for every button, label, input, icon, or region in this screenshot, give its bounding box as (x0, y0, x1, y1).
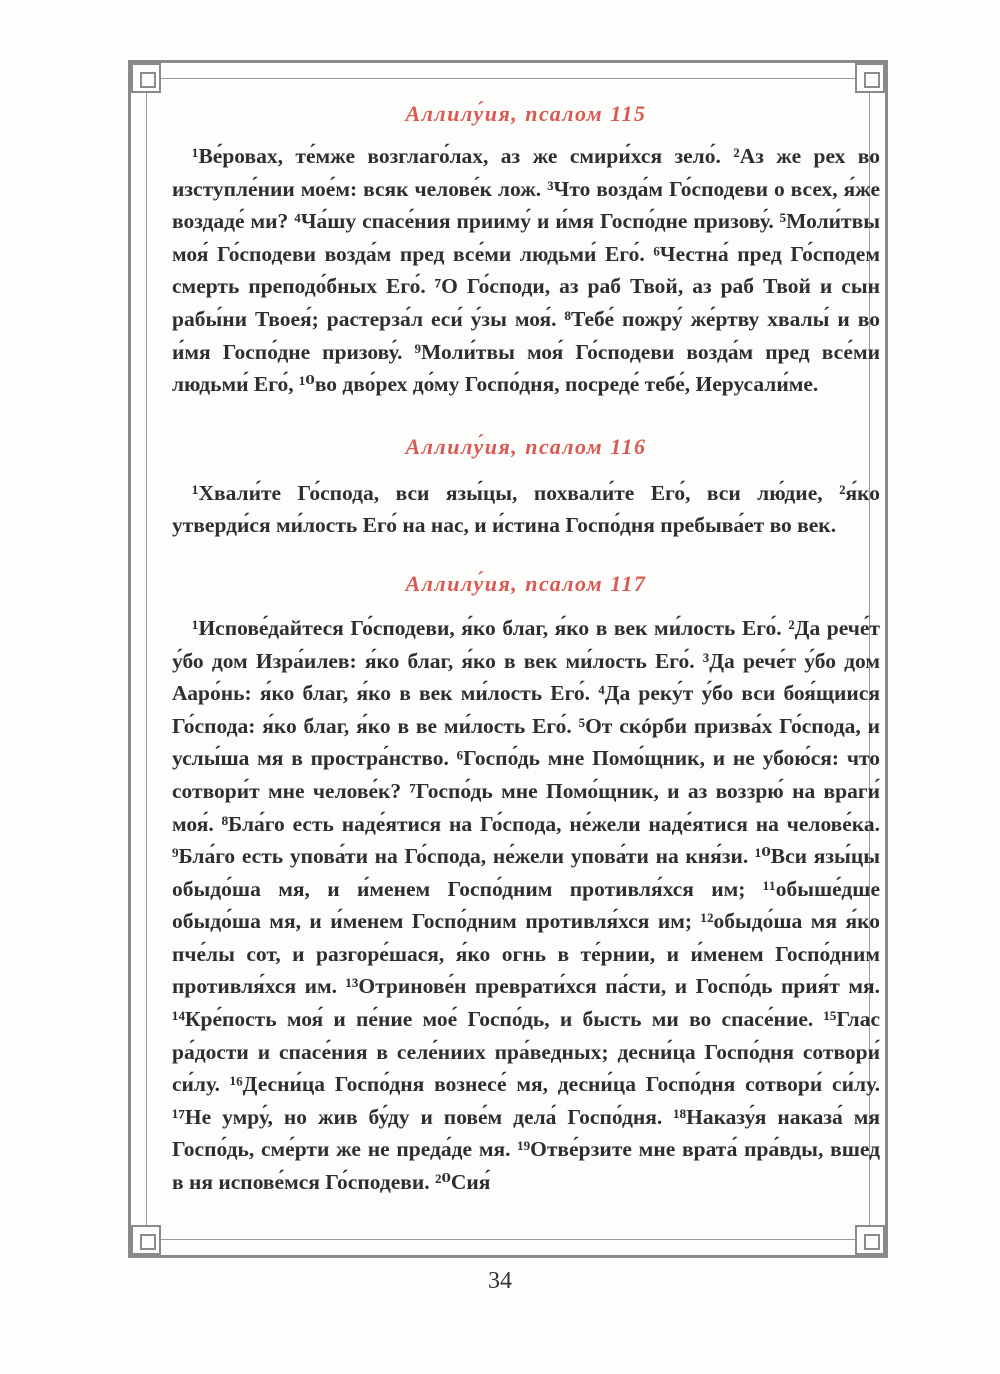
corner-ornament-top-right (855, 63, 885, 93)
psalm-117-heading: Аллилу́ия, псалом 117 (405, 570, 647, 596)
psalm-115-body: ¹Ве́ровах, те́мже возглаго́лах, аз же смири́хся зело́. ²Аз же рех во изступле́нии мое́м: всяк челове́к лож. ³Что возда́м Го́сподеви о всех, я́же воздаде́ ми? ⁴Ча́шу спасе́ния прииму́ и и́мя Госпо́дне призову́. ⁵Моли́твы моя́ Го́сподеви возда́м пред все́ми людьми́ Его́. ⁶Честна́ пред Го́сподем смерть преподо́бных Его́. ⁷О Го́споди, аз раб Твой, аз раб Твой и сын рабы́ни Твоея́; растерза́л еси́ у́зы моя́. ⁸Тебе́ пожру́ же́ртву хвалы́ и во и́мя Госпо́дне призову́. ⁹Моли́твы моя́ Го́сподеви возда́м пред все́ми людьми́ Его́, ¹⁰во дво́рех до́му Госпо́дня, посреде́ тебе́, Иерусали́ме. (172, 144, 880, 397)
psalm-116-text (172, 477, 880, 542)
page-number: 34 (488, 1268, 512, 1294)
psalm-115-heading: Аллилу́ия, псалом 115 (405, 101, 647, 126)
corner-ornament-bottom-right (855, 1225, 885, 1255)
psalm-116-heading: Аллилу́ия, псалом 116 (405, 433, 647, 459)
corner-ornament-top-left (131, 63, 161, 93)
corner-ornament-bottom-left (131, 1225, 161, 1255)
psalm-117-text (172, 612, 880, 1199)
psalm-117-body: ¹Испове́дайтеся Го́сподеви, я́ко благ, я́ко в век ми́лость Его́. ²Да рече́т у́бо дом Изра́илев: я́ко благ, я́ко в век ми́лость Его́. ³Да рече́т у́бо дом Ааро́нь: я́ко благ, я́ко в век ми́лость Его́. ⁴Да реку́т у́бо вси боя́щиися Го́спода: я́ко благ, я́ко в ве ми́лость Его́. ⁵От скóрби призва́х Го́спода, и услы́ша мя в простра́нство. ⁶Госпо́дь мне Помо́щник, и не убою́ся: что сотвори́т мне челове́к? ⁷Госпо́дь мне Помо́щник, и аз воззрю́ на враги́ моя́. ⁸Бла́го есть наде́ятися на Го́спода, не́жели наде́ятися на челове́ка. ⁹Бла́го есть упова́ти на Го́спода, не́жели упова́ти на кня́зи. ¹⁰Вси язы́цы обыдо́ша мя, и и́менем Госпо́дним противля́хся им; ¹¹обыше́дше обыдо́ша мя, и и́менем Госпо́дним противля́хся им; ¹²обыдо́ша мя я́ко пче́лы сот, и разгоре́шася, я́ко огнь в те́рнии, и и́менем Госпо́дним противля́хся им. ¹³Отринове́н преврати́хся па́сти, и Госпо́дь прия́т мя. ¹⁴Кре́пость моя́ и пе́ние мое́ Госпо́дь, и бысть ми во спасе́ние. ¹⁵Глас ра́дости и спасе́ния в селе́ниих пра́ведных; десни́ца Госпо́дня сотвори́ си́лу. ¹⁶Десни́ца Госпо́дня вознесе́ мя, десни́ца Госпо́дня сотвори́ си́лу. ¹⁷Не умру́, но жив бу́ду и пове́м дела́ Госпо́дня. ¹⁸Наказу́я наказа́ мя Госпо́дь, сме́рти же не преда́де мя. ¹⁹Отве́рзите мне врата́ пра́вды, вшед в ня испове́мся Го́сподеви. ²⁰Сия́ (172, 615, 880, 1195)
psalm-116-body: ¹Хвали́те Го́спода, вси язы́цы, похвали́те Его́, вси лю́дие, ²я́ко утверди́ся ми́лость Его́ на нас, и и́стина Госпо́дня пребыва́ет во век. (172, 480, 880, 538)
psalm-115-text (172, 140, 880, 401)
page-content (172, 92, 880, 1199)
